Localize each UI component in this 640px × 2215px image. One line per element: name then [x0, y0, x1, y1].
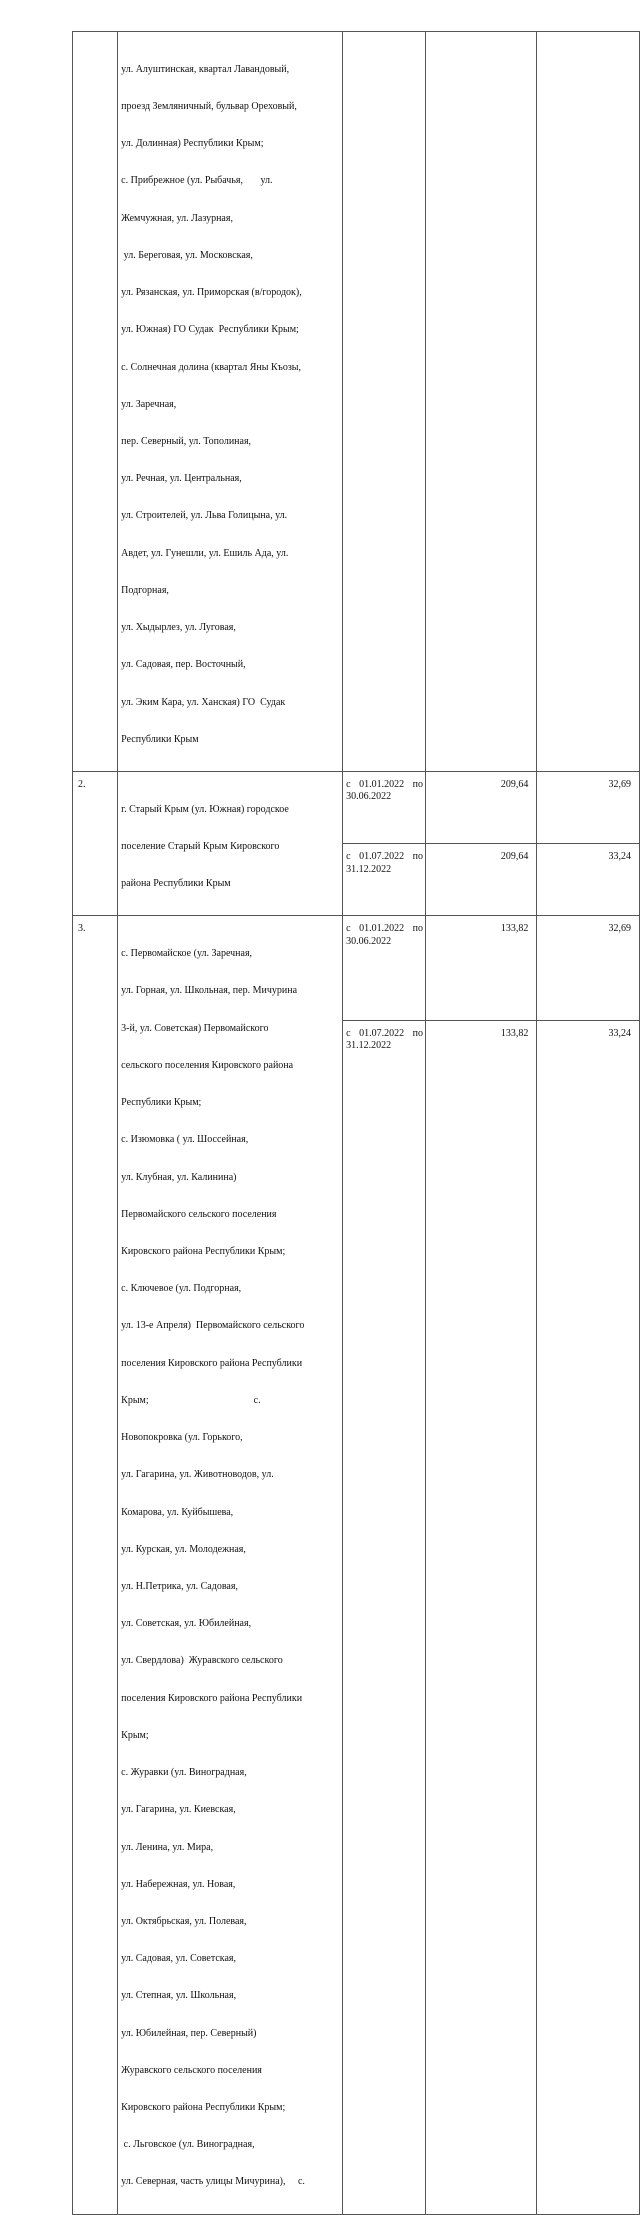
location-line: г. Старый Крым (ул. Южная) городское: [121, 803, 289, 815]
period-end: 30.06.2022: [346, 791, 392, 803]
location-line: ул. Долинная) Республики Крым;: [121, 138, 264, 150]
tariff-table: [72, 31, 640, 2215]
location-line: Республики Крым: [121, 733, 199, 745]
row-number: [73, 32, 118, 772]
location-line: ул. Хыдырлез, ул. Луговая,: [121, 622, 236, 634]
location-line: ул. Строителей, ул. Льва Голицына, ул.: [121, 510, 288, 522]
value-cell: [426, 32, 537, 772]
period-start: с 01.07.2022 по: [346, 851, 423, 863]
value-cell: [537, 32, 640, 772]
row-number: 2.: [73, 771, 118, 915]
location-line: поселения Кировского района Республики: [121, 1692, 303, 1704]
location-line: ул. Гагарина, ул. Животноводов, ул.: [121, 1469, 274, 1481]
location-line: Первомайского сельского поселения: [121, 1208, 277, 1220]
value-cell: 33,24: [537, 1020, 640, 2214]
location-line: ул. Алуштинская, квартал Лавандовый,: [121, 63, 290, 75]
period-end: 31.12.2022: [346, 1040, 392, 1052]
row-number: 3.: [73, 916, 118, 2214]
location-line: ул. Советская, ул. Юбилейная,: [121, 1618, 252, 1630]
location-line: ул. Юбилейная, пер. Северный): [121, 2027, 257, 2039]
location-line: ул. Эким Кара, ул. Ханская) ГО Судак: [121, 696, 286, 708]
location-line: с. Журавки (ул. Виноградная,: [121, 1767, 247, 1779]
table-row: [73, 916, 640, 1021]
location-line: ул. Горная, ул. Школьная, пер. Мичурина: [121, 985, 298, 997]
location-line: с. Ключевое (ул. Подгорная,: [121, 1283, 242, 1295]
location-line: Журавского сельского поселения: [121, 2064, 262, 2076]
location-line: Крым; с.: [121, 1394, 261, 1406]
location-line: ул. Южная) ГО Судак Республики Крым;: [121, 324, 299, 336]
location-line: ул. Заречная,: [121, 398, 177, 410]
location-line: Комарова, ул. Куйбышева,: [121, 1506, 234, 1518]
period-cell: [343, 32, 426, 772]
location-line: ул. Н.Петрика, ул. Садовая,: [121, 1580, 238, 1592]
value-cell: 32,69: [537, 771, 640, 843]
location-line: ул. Клубная, ул. Калинина): [121, 1171, 237, 1183]
location-line: ул. Речная, ул. Центральная,: [121, 473, 242, 485]
period-cell: [343, 844, 426, 916]
location-line: проезд Земляничный, бульвар Ореховый,: [121, 101, 297, 113]
value-cell: 32,69: [537, 916, 640, 1021]
location-cell: [118, 771, 343, 915]
tariff-table-body: [73, 32, 640, 2215]
location-line: ул. Гагарина, ул. Киевская,: [121, 1804, 236, 1816]
location-line: пер. Северный, ул. Тополиная,: [121, 436, 252, 447]
location-line: с. Изюмовка ( ул. Шоссейная,: [121, 1134, 249, 1146]
table-row: [73, 32, 640, 772]
location-line: ул. Ленина, ул. Мира,: [121, 1841, 214, 1853]
period-cell: [343, 916, 426, 1021]
location-line: ул. Северная, часть улицы Мичурина), с.: [121, 2176, 305, 2188]
value-cell: 209,64: [426, 771, 537, 843]
value-cell: 133,82: [426, 1020, 537, 2214]
period-cell: [343, 771, 426, 843]
location-line: с. Первомайское (ул. Заречная,: [121, 948, 253, 960]
location-line: ул. 13-е Апреля) Первомайского сельского: [121, 1320, 305, 1332]
value-cell: 209,64: [426, 844, 537, 916]
location-line: поселение Старый Крым Кировского: [121, 841, 280, 852]
period-cell: [343, 1020, 426, 2214]
location-line: Новопокровка (ул. Горького,: [121, 1432, 243, 1444]
location-line: поселения Кировского района Республики: [121, 1357, 303, 1369]
value-cell: 33,24: [537, 844, 640, 916]
location-line: с. Солнечная долина (квартал Яны Къозы,: [121, 361, 302, 373]
location-line: ул. Садовая, пер. Восточный,: [121, 659, 246, 671]
period-start: с 01.07.2022 по: [346, 1027, 423, 1039]
location-line: Подгорная,: [121, 584, 169, 596]
location-line: ул. Октябрьская, ул. Полевая,: [121, 1915, 247, 1927]
location-line: Жемчужная, ул. Лазурная,: [121, 212, 233, 224]
location-line: Кировского района Республики Крым;: [121, 2102, 286, 2114]
location-line: Республики Крым;: [121, 1097, 202, 1109]
location-line: с. Льговское (ул. Виноградная,: [121, 2139, 255, 2151]
location-line: ул. Степная, ул. Школьная,: [121, 1990, 237, 2002]
period-start: с 01.01.2022 по: [346, 923, 423, 935]
location-line: ул. Садовая, ул. Советская,: [121, 1953, 237, 1965]
location-line: с. Прибрежное (ул. Рыбачья, ул.: [121, 175, 273, 187]
location-line: ул. Рязанская, ул. Приморская (в/городок),: [121, 287, 302, 299]
location-line: Авдет, ул. Гунешли, ул. Ешиль Ада, ул.: [121, 547, 289, 559]
location-line: ул. Курская, ул. Молодежная,: [121, 1543, 246, 1555]
location-line: сельского поселения Кировского района: [121, 1059, 294, 1071]
period-end: 31.12.2022: [346, 863, 392, 875]
table-row: [73, 771, 640, 843]
location-line: ул. Набережная, ул. Новая,: [121, 1878, 236, 1890]
location-line: 3-й, ул. Советская) Первомайского: [121, 1022, 269, 1034]
location-line: района Республики Крым: [121, 878, 231, 890]
location-cell: [118, 916, 343, 2214]
period-start: с 01.01.2022 по: [346, 778, 423, 790]
location-line: Крым;: [121, 1729, 149, 1741]
period-end: 30.06.2022: [346, 935, 392, 947]
location-line: Кировского района Республики Крым;: [121, 1246, 286, 1257]
location-cell: [118, 32, 343, 772]
location-line: ул. Береговая, ул. Московская,: [121, 249, 253, 261]
location-line: ул. Свердлова) Журавского сельского: [121, 1655, 283, 1667]
value-cell: 133,82: [426, 916, 537, 1021]
